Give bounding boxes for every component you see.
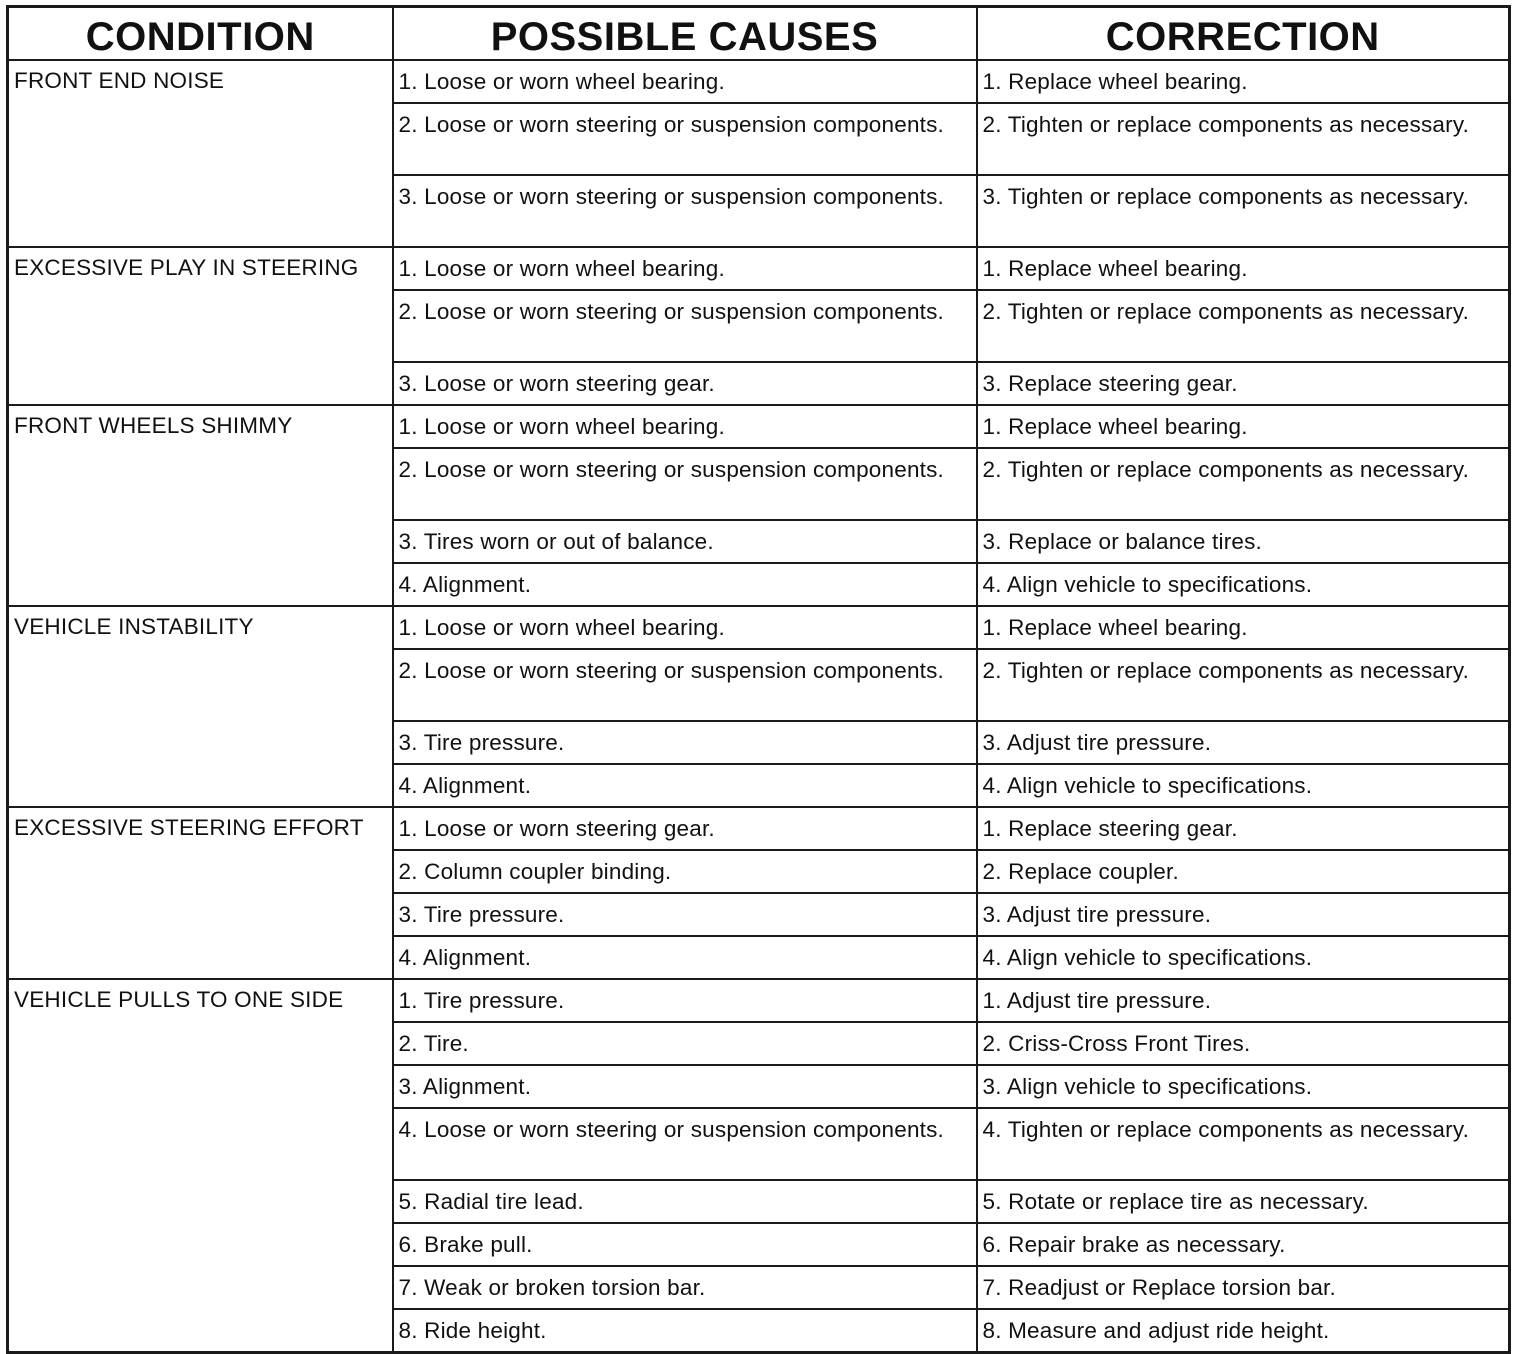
cause-cell: 3. Tire pressure. [393, 721, 977, 764]
cause-cell: 2. Loose or worn steering or suspension components. [393, 448, 977, 520]
correction-cell: 1. Replace steering gear. [977, 807, 1510, 850]
condition-cell: FRONT END NOISE [8, 60, 393, 247]
correction-cell: 3. Replace or balance tires. [977, 520, 1510, 563]
condition-cell: EXCESSIVE STEERING EFFORT [8, 807, 393, 979]
correction-cell: 1. Adjust tire pressure. [977, 979, 1510, 1022]
correction-cell: 2. Tighten or replace components as necessary. [977, 290, 1510, 362]
condition-cell: VEHICLE PULLS TO ONE SIDE [8, 979, 393, 1353]
correction-cell: 6. Repair brake as necessary. [977, 1223, 1510, 1266]
header-correction: CORRECTION [977, 7, 1510, 60]
correction-cell: 4. Align vehicle to specifications. [977, 563, 1510, 606]
cause-cell: 4. Alignment. [393, 764, 977, 807]
correction-cell: 3. Align vehicle to specifications. [977, 1065, 1510, 1108]
table-row [8, 247, 1510, 290]
cause-cell: 2. Loose or worn steering or suspension components. [393, 103, 977, 175]
cause-cell: 5. Radial tire lead. [393, 1180, 977, 1223]
cause-cell: 7. Weak or broken torsion bar. [393, 1266, 977, 1309]
cause-cell: 1. Loose or worn wheel bearing. [393, 405, 977, 448]
cause-cell: 4. Loose or worn steering or suspension components. [393, 1108, 977, 1180]
correction-cell: 3. Replace steering gear. [977, 362, 1510, 405]
cause-cell: 3. Alignment. [393, 1065, 977, 1108]
cause-cell: 1. Loose or worn wheel bearing. [393, 247, 977, 290]
diagnosis-table [6, 5, 1511, 1354]
correction-cell: 1. Replace wheel bearing. [977, 60, 1510, 103]
header-possible-causes: POSSIBLE CAUSES [393, 7, 977, 60]
cause-cell: 4. Alignment. [393, 563, 977, 606]
cause-cell: 3. Tires worn or out of balance. [393, 520, 977, 563]
correction-cell: 2. Tighten or replace components as necessary. [977, 649, 1510, 721]
cause-cell: 4. Alignment. [393, 936, 977, 979]
cause-cell: 1. Tire pressure. [393, 979, 977, 1022]
correction-cell: 8. Measure and adjust ride height. [977, 1309, 1510, 1353]
header-row [8, 7, 1510, 60]
correction-cell: 4. Align vehicle to specifications. [977, 764, 1510, 807]
correction-cell: 2. Tighten or replace components as necessary. [977, 103, 1510, 175]
cause-cell: 2. Column coupler binding. [393, 850, 977, 893]
cause-cell: 2. Tire. [393, 1022, 977, 1065]
correction-cell: 3. Adjust tire pressure. [977, 893, 1510, 936]
correction-cell: 2. Replace coupler. [977, 850, 1510, 893]
correction-cell: 1. Replace wheel bearing. [977, 247, 1510, 290]
cause-cell: 3. Loose or worn steering or suspension components. [393, 175, 977, 247]
cause-cell: 2. Loose or worn steering or suspension components. [393, 290, 977, 362]
cause-cell: 8. Ride height. [393, 1309, 977, 1353]
correction-cell: 5. Rotate or replace tire as necessary. [977, 1180, 1510, 1223]
correction-cell: 1. Replace wheel bearing. [977, 606, 1510, 649]
cause-cell: 3. Tire pressure. [393, 893, 977, 936]
cause-cell: 1. Loose or worn wheel bearing. [393, 60, 977, 103]
correction-cell: 3. Adjust tire pressure. [977, 721, 1510, 764]
correction-cell: 3. Tighten or replace components as necessary. [977, 175, 1510, 247]
table-row [8, 60, 1510, 103]
cause-cell: 2. Loose or worn steering or suspension components. [393, 649, 977, 721]
table-row [8, 979, 1510, 1022]
header-condition: CONDITION [8, 7, 393, 60]
cause-cell: 3. Loose or worn steering gear. [393, 362, 977, 405]
correction-cell: 4. Tighten or replace components as necessary. [977, 1108, 1510, 1180]
diagnosis-chart [6, 5, 1508, 1341]
correction-cell: 2. Tighten or replace components as necessary. [977, 448, 1510, 520]
correction-cell: 7. Readjust or Replace torsion bar. [977, 1266, 1510, 1309]
cause-cell: 1. Loose or worn steering gear. [393, 807, 977, 850]
condition-cell: FRONT WHEELS SHIMMY [8, 405, 393, 606]
table-body [8, 60, 1510, 1353]
cause-cell: 6. Brake pull. [393, 1223, 977, 1266]
correction-cell: 4. Align vehicle to specifications. [977, 936, 1510, 979]
condition-cell: VEHICLE INSTABILITY [8, 606, 393, 807]
table-row [8, 405, 1510, 448]
table-row [8, 807, 1510, 850]
cause-cell: 1. Loose or worn wheel bearing. [393, 606, 977, 649]
condition-cell: EXCESSIVE PLAY IN STEERING [8, 247, 393, 405]
table-row [8, 606, 1510, 649]
correction-cell: 2. Criss-Cross Front Tires. [977, 1022, 1510, 1065]
correction-cell: 1. Replace wheel bearing. [977, 405, 1510, 448]
